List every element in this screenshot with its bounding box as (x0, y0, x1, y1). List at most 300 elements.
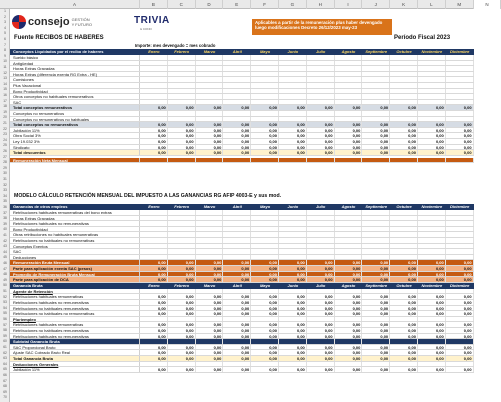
cell[interactable] (251, 210, 279, 215)
cell[interactable]: 0,00 (223, 105, 251, 110)
row-label[interactable]: Retribuciones habituales no remunerativas (10, 300, 140, 305)
cell[interactable]: 0,00 (335, 260, 363, 265)
cell[interactable] (335, 117, 363, 122)
cell[interactable] (168, 339, 196, 344)
cell[interactable] (251, 232, 279, 237)
cell[interactable] (362, 238, 390, 243)
cell[interactable]: 0,00 (335, 272, 363, 277)
cell[interactable] (418, 158, 446, 163)
row-label[interactable]: Retribuciones no habituales no remunerativas (10, 238, 140, 243)
cell[interactable]: 0,00 (279, 345, 307, 350)
row-header-number[interactable]: 24 (3, 137, 7, 142)
row-label[interactable]: Horas Extras (diferencia exenta RG Extra - HE) (10, 72, 140, 77)
cell[interactable]: 0,00 (418, 128, 446, 133)
cell[interactable]: 0,00 (140, 294, 168, 299)
cell[interactable] (196, 89, 224, 94)
column-header-c[interactable]: C (168, 0, 196, 9)
row-label[interactable]: Jubilación 11% (10, 367, 140, 372)
cell[interactable]: 0,00 (390, 322, 418, 327)
cell[interactable]: 0,00 (279, 260, 307, 265)
cell[interactable]: 0,00 (223, 306, 251, 311)
cell[interactable] (223, 94, 251, 99)
cell[interactable] (335, 227, 363, 232)
cell[interactable]: 0,00 (390, 294, 418, 299)
cell[interactable]: 0,00 (335, 322, 363, 327)
cell[interactable] (223, 66, 251, 71)
cell[interactable]: 0,00 (223, 128, 251, 133)
cell[interactable]: 0,00 (307, 105, 335, 110)
cell[interactable]: 0,00 (140, 122, 168, 127)
cell[interactable] (362, 83, 390, 88)
row-header-number[interactable]: 27 (3, 154, 7, 159)
cell[interactable] (251, 66, 279, 71)
cell[interactable] (168, 289, 196, 294)
cell[interactable] (362, 317, 390, 322)
cell[interactable] (362, 77, 390, 82)
cell[interactable]: 0,00 (362, 311, 390, 316)
cell[interactable]: 0,00 (140, 277, 168, 282)
cell[interactable] (251, 289, 279, 294)
cell[interactable]: 0,00 (446, 294, 474, 299)
cell[interactable] (390, 221, 418, 226)
cell[interactable]: 0,00 (196, 294, 224, 299)
row-header-number[interactable]: 50 (3, 283, 7, 288)
cell[interactable] (307, 89, 335, 94)
cell[interactable]: 0,00 (223, 300, 251, 305)
cell[interactable] (168, 94, 196, 99)
cell[interactable]: 0,00 (335, 139, 363, 144)
cell[interactable]: 0,00 (446, 139, 474, 144)
cell[interactable] (362, 100, 390, 105)
cell[interactable] (168, 61, 196, 66)
row-header-number[interactable]: 4 (4, 25, 6, 30)
cell[interactable] (335, 249, 363, 254)
cell[interactable] (362, 232, 390, 237)
row-header-number[interactable]: 10 (3, 59, 7, 64)
cell[interactable] (140, 89, 168, 94)
cell[interactable]: 0,00 (362, 145, 390, 150)
cell[interactable] (223, 289, 251, 294)
row-label[interactable]: Conceptos no remunerativos (10, 111, 140, 116)
cell[interactable]: 0,00 (251, 139, 279, 144)
cell[interactable]: 0,00 (251, 306, 279, 311)
cell[interactable] (335, 66, 363, 71)
cell[interactable] (418, 77, 446, 82)
row-header-number[interactable]: 8 (4, 48, 6, 53)
cell[interactable] (446, 249, 474, 254)
cell[interactable]: 0,00 (335, 345, 363, 350)
cell[interactable] (418, 244, 446, 249)
row-header-number[interactable]: 20 (3, 115, 7, 120)
cell[interactable]: 0,00 (307, 122, 335, 127)
cell[interactable] (196, 238, 224, 243)
cell[interactable] (251, 362, 279, 367)
cell[interactable] (251, 89, 279, 94)
cell[interactable] (196, 117, 224, 122)
cell[interactable] (279, 55, 307, 60)
cell[interactable]: 0,00 (223, 334, 251, 339)
row-label[interactable]: Deducciones Generales (10, 362, 140, 367)
cell[interactable]: 0,00 (335, 277, 363, 282)
cell[interactable]: 0,00 (335, 350, 363, 355)
cell[interactable] (446, 100, 474, 105)
row-label[interactable]: SAC (10, 249, 140, 254)
cell[interactable] (196, 227, 224, 232)
cell[interactable]: 0,00 (279, 328, 307, 333)
row-header-number[interactable]: 37 (3, 210, 7, 215)
cell[interactable]: 0,00 (418, 300, 446, 305)
cell[interactable]: 0,00 (446, 105, 474, 110)
cell[interactable]: 0,00 (335, 128, 363, 133)
cell[interactable] (168, 317, 196, 322)
cell[interactable]: 0,00 (251, 277, 279, 282)
cell[interactable]: 0,00 (223, 139, 251, 144)
cell[interactable] (223, 221, 251, 226)
cell[interactable]: 0,00 (446, 133, 474, 138)
cell[interactable] (279, 117, 307, 122)
cell[interactable] (362, 216, 390, 221)
cell[interactable] (140, 221, 168, 226)
cell[interactable]: 0,00 (196, 139, 224, 144)
cell[interactable]: 0,00 (223, 277, 251, 282)
cell[interactable]: 0,00 (168, 133, 196, 138)
cell[interactable] (196, 66, 224, 71)
cell[interactable] (446, 255, 474, 260)
cell[interactable]: 0,00 (223, 322, 251, 327)
cell[interactable] (390, 100, 418, 105)
cell[interactable] (279, 227, 307, 232)
cell[interactable] (168, 83, 196, 88)
cell[interactable] (223, 210, 251, 215)
cell[interactable] (446, 158, 474, 163)
cell[interactable]: 0,00 (418, 272, 446, 277)
cell[interactable]: 0,00 (390, 266, 418, 271)
cell[interactable]: 0,00 (196, 128, 224, 133)
cell[interactable]: 0,00 (307, 150, 335, 155)
row-header-number[interactable]: 54 (3, 305, 7, 310)
cell[interactable]: 0,00 (418, 328, 446, 333)
cell[interactable]: 0,00 (335, 367, 363, 372)
cell[interactable] (307, 289, 335, 294)
row-label[interactable]: Subtotal Ganancia Bruta (10, 339, 140, 344)
cell[interactable]: 0,00 (196, 300, 224, 305)
cell[interactable] (307, 158, 335, 163)
row-header-number[interactable]: 35 (3, 199, 7, 204)
cell[interactable] (418, 55, 446, 60)
cell[interactable]: 0,00 (446, 367, 474, 372)
row-header-number[interactable]: 30 (3, 171, 7, 176)
cell[interactable]: 0,00 (251, 122, 279, 127)
cell[interactable] (362, 362, 390, 367)
cell[interactable]: 0,00 (390, 356, 418, 361)
cell[interactable]: 0,00 (279, 294, 307, 299)
cell[interactable]: 0,00 (307, 300, 335, 305)
cell[interactable] (196, 111, 224, 116)
cell[interactable] (140, 238, 168, 243)
cell[interactable]: 0,00 (307, 345, 335, 350)
cell[interactable] (196, 289, 224, 294)
column-header-e[interactable]: E (223, 0, 251, 9)
cell[interactable]: 0,00 (446, 145, 474, 150)
cell[interactable]: 0,00 (140, 300, 168, 305)
cell[interactable]: 0,00 (307, 272, 335, 277)
row-header-number[interactable]: 29 (3, 165, 7, 170)
row-label[interactable]: Retribuciones no habituales remunerativas (10, 328, 140, 333)
cell[interactable] (223, 216, 251, 221)
cell[interactable]: 0,00 (168, 272, 196, 277)
cell[interactable] (251, 100, 279, 105)
cell[interactable] (279, 66, 307, 71)
column-header-a[interactable]: A (10, 0, 140, 9)
cell[interactable]: 0,00 (251, 260, 279, 265)
cell[interactable] (362, 61, 390, 66)
cell[interactable]: 0,00 (362, 133, 390, 138)
cell[interactable] (168, 362, 196, 367)
row-header-number[interactable]: 42 (3, 238, 7, 243)
cell[interactable]: 0,00 (446, 350, 474, 355)
cell[interactable]: 0,00 (446, 306, 474, 311)
cell[interactable] (446, 94, 474, 99)
cell[interactable] (335, 317, 363, 322)
cell[interactable]: 0,00 (390, 277, 418, 282)
cell[interactable] (251, 255, 279, 260)
cell[interactable] (168, 255, 196, 260)
cell[interactable]: 0,00 (251, 300, 279, 305)
cell[interactable]: 0,00 (418, 350, 446, 355)
cell[interactable] (196, 339, 224, 344)
cell[interactable]: 0,00 (418, 260, 446, 265)
row-header-number[interactable]: 36 (3, 205, 7, 209)
cell[interactable] (446, 232, 474, 237)
cell[interactable]: 0,00 (362, 322, 390, 327)
cell[interactable]: 0,00 (335, 334, 363, 339)
cell[interactable] (335, 339, 363, 344)
row-header-number[interactable]: 52 (3, 294, 7, 299)
cell[interactable]: 0,00 (223, 145, 251, 150)
cell[interactable]: 0,00 (335, 133, 363, 138)
row-header-number[interactable]: 17 (3, 98, 7, 103)
column-header-j[interactable]: J (362, 0, 390, 9)
cell[interactable]: 0,00 (279, 272, 307, 277)
cell[interactable] (335, 55, 363, 60)
row-header-number[interactable]: 34 (3, 193, 7, 198)
row-label[interactable]: Retribuciones no habituales remunerativas (10, 306, 140, 311)
cell[interactable] (307, 221, 335, 226)
cell[interactable] (251, 111, 279, 116)
cell[interactable] (223, 317, 251, 322)
cell[interactable]: 0,00 (140, 356, 168, 361)
cell[interactable]: 0,00 (251, 294, 279, 299)
cell[interactable]: 0,00 (168, 322, 196, 327)
cell[interactable]: 0,00 (446, 150, 474, 155)
cell[interactable] (418, 210, 446, 215)
cell[interactable]: 0,00 (196, 367, 224, 372)
cell[interactable] (223, 255, 251, 260)
cell[interactable]: 0,00 (279, 306, 307, 311)
cell[interactable] (140, 210, 168, 215)
cell[interactable]: 0,00 (307, 322, 335, 327)
row-label[interactable]: Bono Productividad (10, 227, 140, 232)
cell[interactable]: 0,00 (446, 311, 474, 316)
cell[interactable] (362, 158, 390, 163)
cell[interactable] (168, 72, 196, 77)
cell[interactable] (251, 72, 279, 77)
row-label[interactable]: Ajuste SAC Cobrado Bruto Real (10, 350, 140, 355)
cell[interactable]: 0,00 (196, 328, 224, 333)
row-header-number[interactable]: 3 (4, 20, 6, 25)
cell[interactable] (335, 89, 363, 94)
row-label[interactable]: Sueldo básico (10, 55, 140, 60)
cell[interactable] (223, 83, 251, 88)
cell[interactable] (196, 72, 224, 77)
row-label[interactable]: Conceptos Exentos (10, 244, 140, 249)
cell[interactable]: 0,00 (362, 350, 390, 355)
column-header-m[interactable]: M (446, 0, 474, 9)
row-header-number[interactable]: 9 (4, 53, 6, 58)
cell[interactable]: 0,00 (418, 356, 446, 361)
cell[interactable] (335, 221, 363, 226)
cell[interactable]: 0,00 (251, 350, 279, 355)
cell[interactable] (390, 216, 418, 221)
cell[interactable]: 0,00 (362, 345, 390, 350)
cell[interactable]: 0,00 (390, 345, 418, 350)
row-label[interactable]: Retribuciones habituales no remunerativas (10, 334, 140, 339)
cell[interactable] (168, 158, 196, 163)
row-label[interactable]: Jubilación 11% (10, 128, 140, 133)
cell[interactable] (390, 83, 418, 88)
cell[interactable] (446, 55, 474, 60)
cell[interactable] (446, 111, 474, 116)
cell[interactable] (196, 77, 224, 82)
cell[interactable] (196, 232, 224, 237)
cell[interactable]: 0,00 (307, 128, 335, 133)
cell[interactable]: 0,00 (446, 345, 474, 350)
cell[interactable]: 0,00 (362, 300, 390, 305)
cell[interactable]: 0,00 (390, 300, 418, 305)
cell[interactable]: 0,00 (335, 105, 363, 110)
row-label[interactable]: Parte para aplicación exenta SAC (pesos) (10, 266, 140, 271)
column-header-k[interactable]: K (390, 0, 418, 9)
column-header-b[interactable]: B (140, 0, 168, 9)
cell[interactable] (335, 61, 363, 66)
cell[interactable]: 0,00 (362, 334, 390, 339)
cell[interactable]: 0,00 (251, 356, 279, 361)
cell[interactable] (307, 210, 335, 215)
cell[interactable] (140, 216, 168, 221)
cell[interactable] (140, 66, 168, 71)
row-header-number[interactable]: 39 (3, 221, 7, 226)
cell[interactable]: 0,00 (446, 328, 474, 333)
cell[interactable] (335, 83, 363, 88)
cell[interactable] (418, 100, 446, 105)
row-header-number[interactable]: 31 (3, 177, 7, 181)
cell[interactable]: 0,00 (168, 294, 196, 299)
cell[interactable] (307, 61, 335, 66)
cell[interactable] (418, 255, 446, 260)
cell[interactable]: 0,00 (418, 266, 446, 271)
cell[interactable] (446, 244, 474, 249)
cell[interactable] (362, 227, 390, 232)
cell[interactable]: 0,00 (418, 345, 446, 350)
cell[interactable]: 0,00 (251, 322, 279, 327)
cell[interactable] (279, 317, 307, 322)
cell[interactable] (418, 249, 446, 254)
cell[interactable] (223, 232, 251, 237)
cell[interactable]: 0,00 (307, 139, 335, 144)
cell[interactable]: 0,00 (279, 150, 307, 155)
cell[interactable]: 0,00 (140, 350, 168, 355)
column-header-g[interactable]: G (279, 0, 307, 9)
row-label[interactable]: Bono Productividad (10, 89, 140, 94)
cell[interactable]: 0,00 (168, 300, 196, 305)
row-header-number[interactable]: 60 (3, 339, 7, 344)
cell[interactable] (307, 244, 335, 249)
cell[interactable] (279, 111, 307, 116)
cell[interactable] (390, 117, 418, 122)
row-header-number[interactable]: 62 (3, 350, 7, 355)
row-header-number[interactable]: 15 (3, 87, 7, 92)
cell[interactable]: 0,00 (140, 322, 168, 327)
cell[interactable] (307, 216, 335, 221)
row-label[interactable]: Otros conceptos no habituales remunerativos (10, 94, 140, 99)
cell[interactable]: 0,00 (223, 133, 251, 138)
row-header-number[interactable]: 47 (3, 266, 7, 271)
cell[interactable] (307, 100, 335, 105)
cell[interactable]: 0,00 (168, 328, 196, 333)
cell[interactable]: 0,00 (362, 272, 390, 277)
cell[interactable]: 0,00 (335, 356, 363, 361)
cell[interactable]: 0,00 (335, 150, 363, 155)
cell[interactable]: 0,00 (279, 277, 307, 282)
cell[interactable] (307, 117, 335, 122)
cell[interactable]: 0,00 (251, 266, 279, 271)
cell[interactable] (251, 158, 279, 163)
cell[interactable] (335, 210, 363, 215)
cell[interactable] (335, 94, 363, 99)
cell[interactable]: 0,00 (251, 272, 279, 277)
cell[interactable] (223, 61, 251, 66)
row-header-number[interactable]: 45 (3, 255, 7, 260)
row-header-number[interactable]: 64 (3, 361, 7, 366)
row-label[interactable]: Retribuciones habituales remunerativas del bono extras (10, 210, 140, 215)
cell[interactable] (307, 72, 335, 77)
cell[interactable] (418, 289, 446, 294)
cell[interactable]: 0,00 (446, 277, 474, 282)
cell[interactable]: 0,00 (307, 133, 335, 138)
cell[interactable] (335, 362, 363, 367)
row-header-number[interactable]: 65 (3, 367, 7, 372)
row-label[interactable]: Total conceptos no remunerativos (10, 122, 140, 127)
cell[interactable]: 0,00 (168, 277, 196, 282)
cell[interactable]: 0,00 (279, 300, 307, 305)
cell[interactable] (446, 362, 474, 367)
cell[interactable]: 0,00 (223, 260, 251, 265)
cell[interactable] (418, 221, 446, 226)
cell[interactable] (168, 66, 196, 71)
cell[interactable]: 0,00 (307, 367, 335, 372)
cell[interactable] (168, 77, 196, 82)
cell[interactable]: 0,00 (251, 334, 279, 339)
cell[interactable] (390, 238, 418, 243)
cell[interactable] (251, 249, 279, 254)
row-label[interactable]: Deducciones (10, 255, 140, 260)
cell[interactable] (140, 339, 168, 344)
cell[interactable] (168, 89, 196, 94)
cell[interactable] (196, 317, 224, 322)
cell[interactable] (223, 227, 251, 232)
cell[interactable]: 0,00 (196, 306, 224, 311)
row-header-number[interactable]: 57 (3, 322, 7, 327)
